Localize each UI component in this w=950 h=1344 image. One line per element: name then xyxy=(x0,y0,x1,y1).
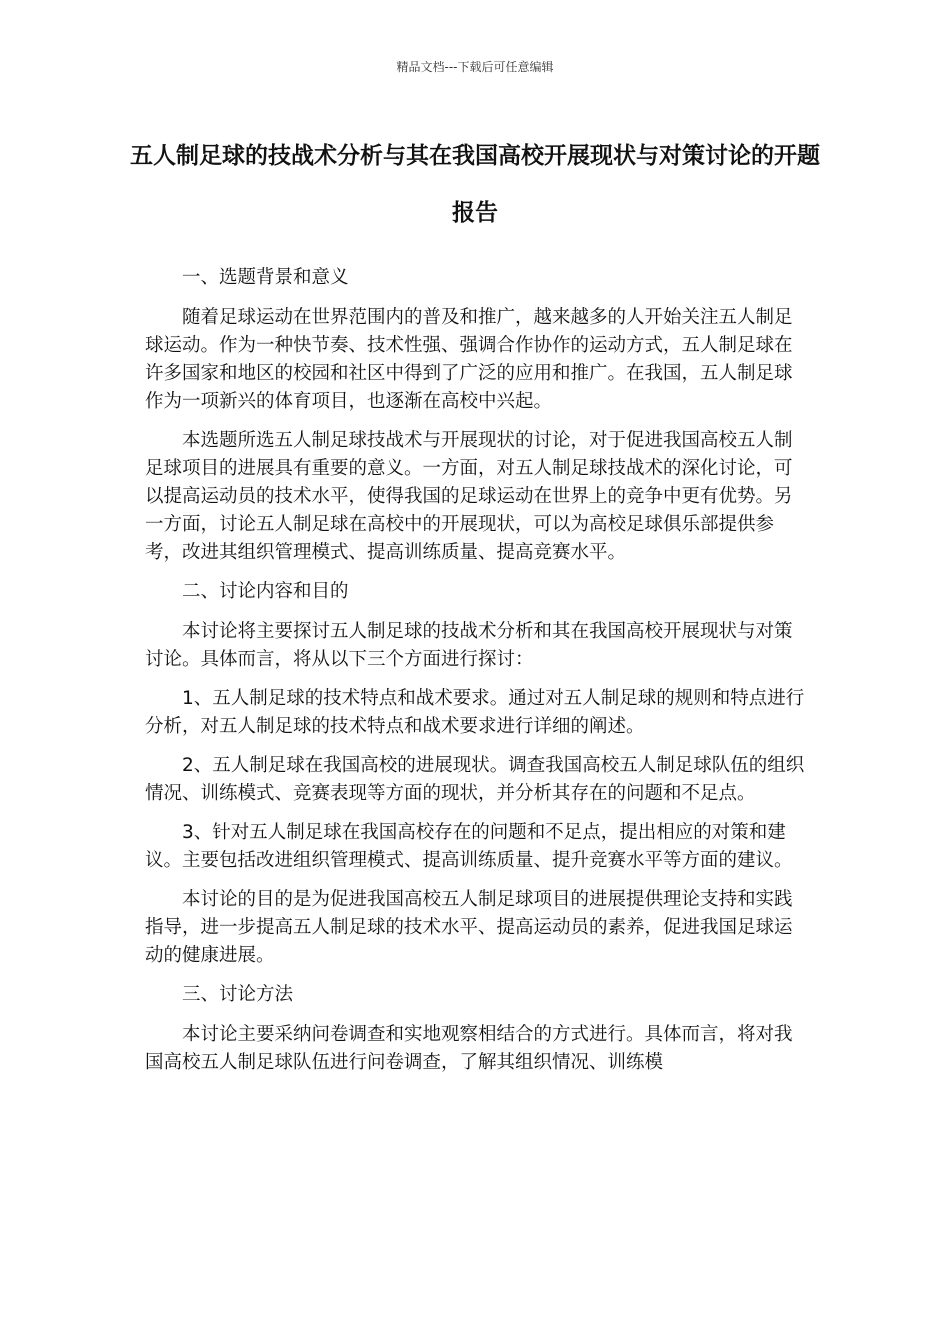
paragraph: 本讨论主要采纳问卷调查和实地观察相结合的方式进行。具体而言，将对我国高校五人制足球队伍进行问卷调查，了解其组织情况、训练模 xyxy=(145,1024,793,1073)
list-item: 2、五人制足球在我国高校的进展现状。调查我国高校五人制足球队伍的组织情况、训练模式、竞赛表现等方面的现状，并分析其存在的问题和不足点。 xyxy=(145,755,805,804)
paragraph: 本讨论将主要探讨五人制足球的技战术分析和其在我国高校开展现状与对策讨论。具体而言，将从以下三个方面进行探讨： xyxy=(145,621,793,670)
section-heading-method: 三、讨论方法 xyxy=(182,984,294,1005)
page-header-note: 精品文档---下载后可任意编辑 xyxy=(396,60,554,74)
list-item: 1、五人制足球的技术特点和战术要求。通过对五人制足球的规则和特点进行分析，对五人制足球的技术特点和战术要求进行详细的阐述。 xyxy=(145,688,805,737)
section-heading-background: 一、选题背景和意义 xyxy=(182,267,349,288)
list-item: 3、针对五人制足球在我国高校存在的问题和不足点，提出相应的对策和建议。主要包括改进组织管理模式、提高训练质量、提升竞赛水平等方面的建议。 xyxy=(145,822,793,871)
paragraph: 本选题所选五人制足球技战术与开展现状的讨论，对于促进我国高校五人制足球项目的进展具有重要的意义。一方面，对五人制足球技战术的深化讨论，可以提高运动员的技术水平，使得我国的足球运动在世界上的竞争中更有优势。另一方面，讨论五人制足球在高校中的开展现状，可以为高校足球俱乐部提供参考，改进其组织管理模式、提高训练质量、提高竞赛水平。 xyxy=(145,430,793,563)
paragraph: 随着足球运动在世界范围内的普及和推广，越来越多的人开始关注五人制足球运动。作为一种快节奏、技术性强、强调合作协作的运动方式，五人制足球在许多国家和地区的校园和社区中得到了广泛的应用和推广。在我国，五人制足球作为一项新兴的体育项目，也逐渐在高校中兴起。 xyxy=(145,307,793,412)
paragraph: 本讨论的目的是为促进我国高校五人制足球项目的进展提供理论支持和实践指导，进一步提高五人制足球的技术水平、提高运动员的素养，促进我国足球运动的健康进展。 xyxy=(145,889,793,966)
section-heading-content: 二、讨论内容和目的 xyxy=(182,581,349,602)
document-body xyxy=(145,264,807,1088)
document-title: 五人制足球的技战术分析与其在我国高校开展现状与对策讨论的开题报告 xyxy=(130,143,820,226)
